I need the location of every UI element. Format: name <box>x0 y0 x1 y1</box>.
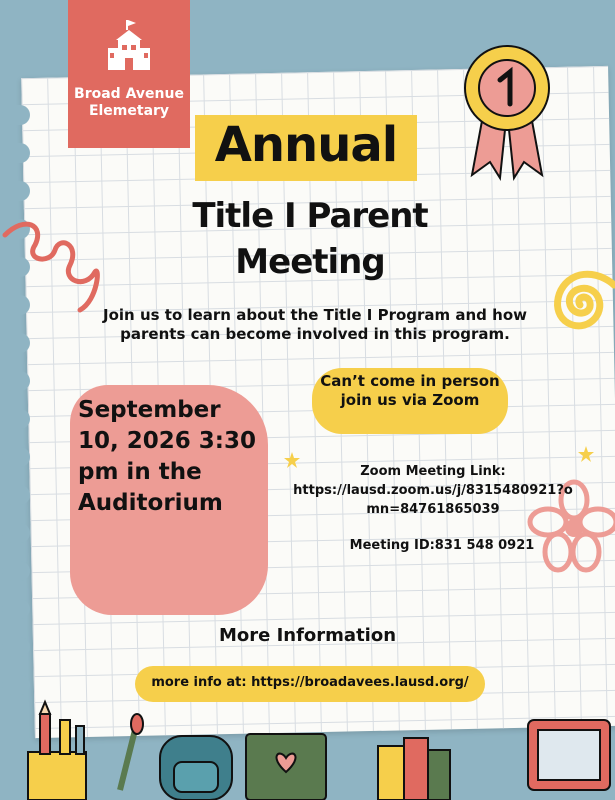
school-name: Broad Avenue Elemetary <box>74 86 184 119</box>
school-supplies-illustration <box>0 700 615 800</box>
zoom-info <box>288 462 578 519</box>
notebook-icon <box>246 734 326 800</box>
star-icon <box>578 446 594 462</box>
intro-text: Join us to learn about the Title I Program and how parents can become involved in this program. <box>103 306 527 343</box>
title-main: Title I Parent Meeting <box>192 196 428 282</box>
zoom-cta: Can’t come in person join us via Zoom <box>320 372 500 409</box>
meeting-id: Meeting ID:831 548 0921 <box>349 538 535 553</box>
title-annual: Annual <box>214 117 398 173</box>
squiggle-decoration-icon <box>0 210 110 320</box>
zoom-link[interactable]: https://lausd.zoom.us/j/8315480921?omn=84761865039 <box>293 483 573 517</box>
school-building-icon <box>104 18 154 74</box>
laptop-icon <box>528 720 610 790</box>
more-info-heading: More Information <box>218 625 397 646</box>
zoom-link-label: Zoom Meeting Link: <box>360 464 506 479</box>
backpack-icon <box>160 736 232 800</box>
spiral-decoration-icon <box>530 245 615 365</box>
event-details: September 10, 2026 3:30 pm in the Auditorium <box>78 397 256 516</box>
paintbrush-icon <box>120 714 143 790</box>
notebook-holes <box>2 105 34 725</box>
title-highlight <box>195 115 417 181</box>
school-ribbon <box>68 0 190 148</box>
books-icon <box>378 738 450 800</box>
pencil-cup-icon <box>28 702 86 800</box>
more-info-link[interactable]: more info at: https://broadavees.lausd.org/ <box>151 675 469 690</box>
first-place-badge-icon <box>462 40 552 180</box>
